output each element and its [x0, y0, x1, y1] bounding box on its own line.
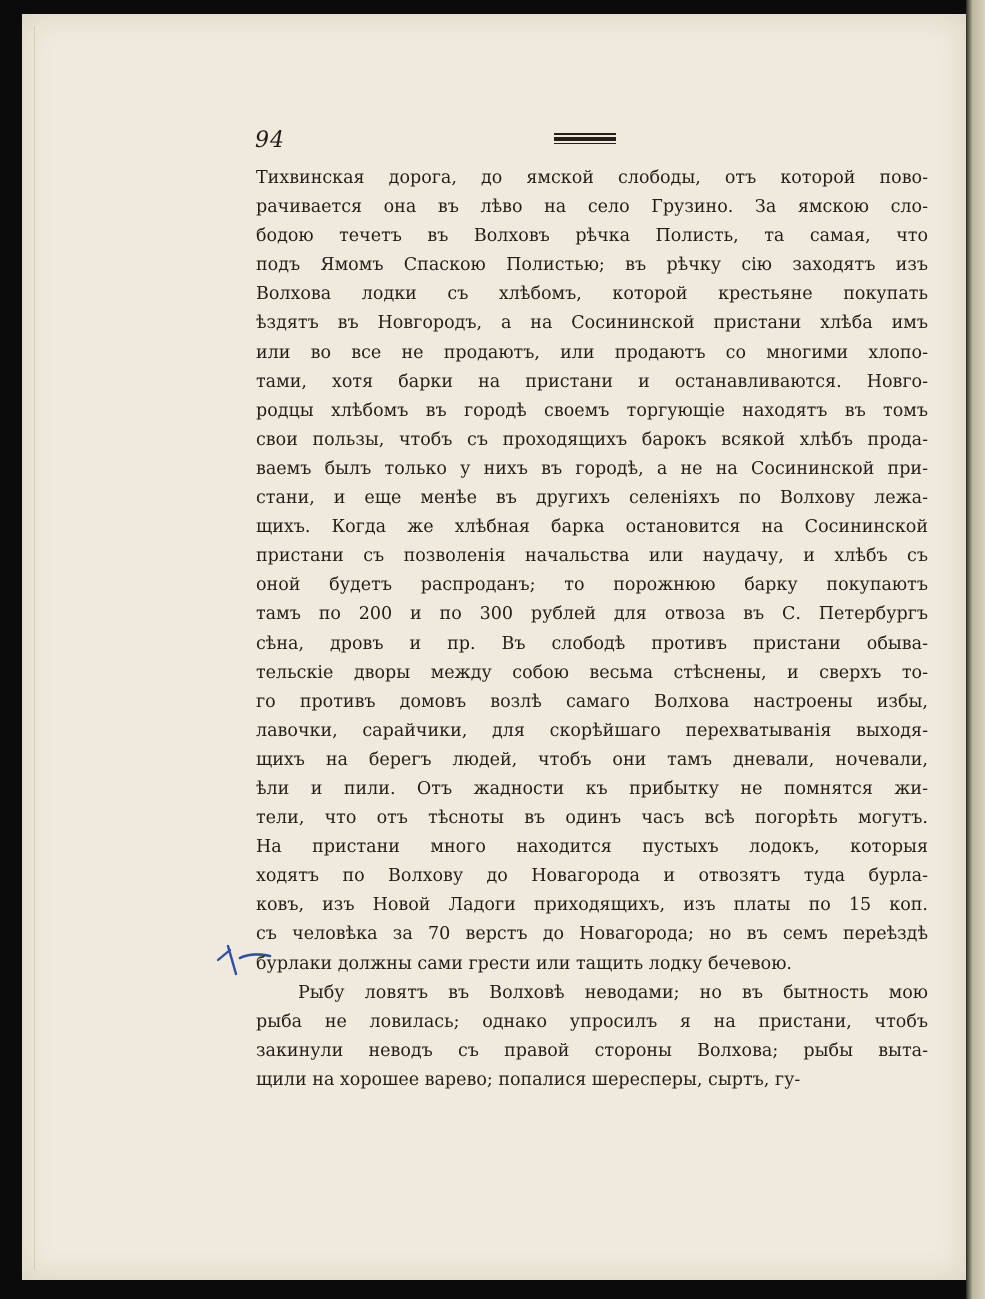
- text-line: тели, что отъ тѣсноты въ одинъ часъ всѣ погорѣть могутъ.: [256, 808, 928, 829]
- text-line: съ человѣка за 70 верстъ до Новагорода; но въ семъ переѣздѣ: [256, 924, 928, 945]
- text-line: го противъ домовъ возлѣ самаго Волхова настроены избы,: [256, 691, 928, 712]
- text-line: рыба не ловилась; однако упросилъ я на пристани, чтобъ: [256, 1011, 928, 1032]
- text-line: родцы хлѣбомъ въ городѣ своемъ торгующіе находятъ въ томъ: [256, 400, 928, 421]
- text-line: лавочки, сарайчики, для скорѣйшаго перехватыванія выходя-: [256, 720, 928, 741]
- text-line: тами, хотя барки на пристани и останавливаются. Новго-: [256, 371, 928, 392]
- text-line: тельскіе дворы между собою весьма стѣснены, и сверхъ то-: [256, 662, 928, 683]
- text-line: ѣли и пили. Отъ жадности къ прибытку не помнятся жи-: [256, 778, 928, 799]
- text-line: пристани съ позволенія начальства или наудачу, и хлѣбъ съ: [256, 546, 928, 567]
- body-text: [256, 164, 928, 1095]
- text-line: ковъ, изъ Новой Ладоги приходящихъ, изъ платы по 15 коп.: [256, 895, 928, 916]
- text-line: свои пользы, чтобъ съ проходящихъ барокъ всякой хлѣбъ прода-: [256, 429, 928, 450]
- header-ornament-rule: [554, 133, 616, 147]
- text-line: стани, и еще менѣе въ другихъ селеніяхъ по Волхову лежа-: [256, 488, 928, 509]
- text-line: щили на хорошее варево; попалися шересперы, сыртъ, гу-: [256, 1069, 801, 1090]
- text-line: ваемъ былъ только у нихъ въ городѣ, а не на Сосининской при-: [256, 458, 928, 479]
- text-line: ходятъ по Волхову до Новагорода и отвозятъ туда бурла-: [256, 866, 928, 887]
- text-line: бурлаки должны сами грести или тащить лодку бечевою.: [256, 953, 792, 974]
- text-line: оной будетъ распроданъ; то порожнюю барку покупаютъ: [256, 575, 928, 596]
- text-line: тамъ по 200 и по 300 рублей для отвоза въ С. Петербургъ: [256, 604, 928, 625]
- text-line: сѣна, дровъ и пр. Въ слободѣ противъ пристани обыва-: [256, 633, 928, 654]
- page-number: 94: [255, 128, 285, 153]
- text-line: ѣздятъ въ Новгородъ, а на Сосининской пристани хлѣба имъ: [256, 313, 928, 334]
- text-line: или во все не продаютъ, или продаютъ со многими хлопо-: [256, 342, 928, 363]
- adjacent-page-edge: [966, 0, 985, 1299]
- text-line: бодою течетъ въ Волховъ рѣчка Полисть, та самая, что: [256, 226, 928, 247]
- text-line: подъ Ямомъ Спаскою Полистью; въ рѣчку сію заходятъ изъ: [256, 255, 928, 276]
- text-line: Тихвинская дорога, до ямской слободы, отъ которой пово-: [256, 168, 928, 188]
- text-line: рачивается она въ лѣво на село Грузино. За ямскою сло-: [256, 197, 928, 218]
- text-line: щихъ. Когда же хлѣбная барка остановится на Сосининской: [256, 517, 928, 538]
- text-line: щихъ на берегъ людей, чтобъ они тамъ дневали, ночевали,: [256, 749, 928, 770]
- text-line: Рыбу ловятъ въ Волховѣ неводами; но въ бытность мою: [298, 982, 928, 1003]
- text-line: Волхова лодки съ хлѣбомъ, которой крестьяне покупать: [256, 284, 928, 305]
- text-line: закинули неводъ съ правой стороны Волхова; рыбы выта-: [256, 1040, 928, 1061]
- text-line: На пристани много находится пустыхъ лодокъ, которыя: [256, 837, 928, 858]
